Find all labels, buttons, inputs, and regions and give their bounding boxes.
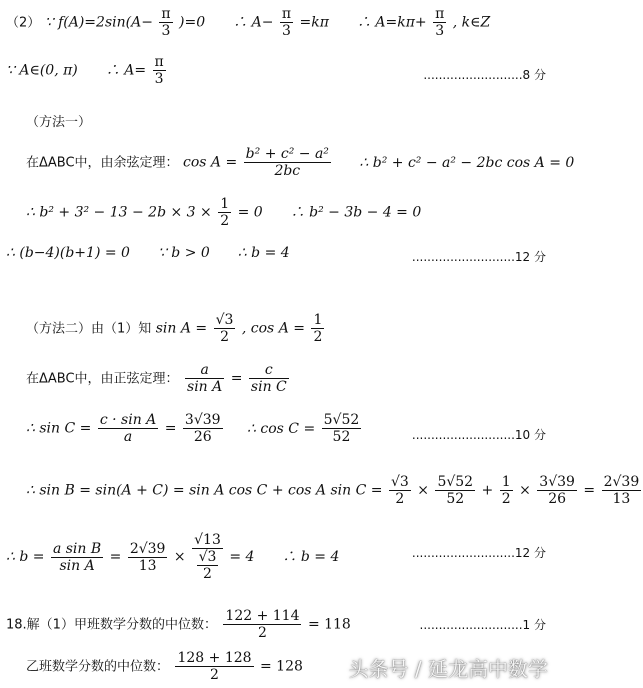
expr-label: 在ΔABC中，由余弦定理： — [26, 155, 179, 171]
fraction: $\frac{√3}{2}$ — [215, 312, 234, 346]
expr-text: sin A = — [155, 320, 208, 337]
part-label: （2） — [6, 15, 41, 31]
expr-text: =kπ ∴ A=kπ+ — [299, 14, 427, 31]
line-a-value — [6, 54, 168, 87]
times-sign: × — [173, 549, 186, 566]
expr-text: ∴ b = — [6, 549, 45, 566]
fraction: $\frac{5√52}{52}$ — [323, 412, 360, 446]
fraction: $\frac{\pi}{3}$ — [154, 54, 164, 88]
expr-text: ∵ A∈(0, π) ∴ A= — [6, 62, 147, 79]
fraction: $\frac{\text{a sin B}}{\text{sin A}}$ — [52, 540, 102, 574]
fraction: $\frac{1}{2}$ — [220, 196, 230, 230]
score-mark: ...........................1 分 — [419, 618, 546, 632]
method-one-heading: （方法一） — [26, 115, 92, 130]
fraction: $\frac{1}{2}$ — [501, 474, 511, 508]
fraction: $\frac{3√39}{26}$ — [539, 474, 575, 508]
expr-text: = 128 — [260, 658, 303, 675]
line-substitution — [26, 196, 421, 229]
line-q18-class-b — [26, 650, 303, 683]
expr-text: , cos A = — [241, 320, 305, 337]
expr-label: 18.解（1）甲班数学分数的中位数： — [6, 617, 217, 633]
fraction: $\frac{c}{\text{sin C}}$ — [250, 362, 287, 396]
times-sign: × — [417, 482, 429, 499]
equals: = — [583, 482, 596, 499]
fraction: $\frac{2√39}{13}$ — [603, 474, 640, 508]
fraction: $\frac{\pi}{3}$ — [161, 6, 171, 40]
plus-sign: + — [481, 482, 494, 499]
equals: = — [164, 420, 177, 437]
fraction: $\frac{\text{c · sin A}}{a}$ — [99, 412, 157, 446]
line-sine-law — [26, 362, 291, 395]
fraction: $\frac{2√39}{13}$ — [129, 540, 166, 574]
expr-text: ∴ sin B = sin(A + C) = sin A cos C + cos A sin C = — [26, 482, 383, 499]
fraction: $\frac{5√52}{52}$ — [437, 474, 474, 508]
line-sin-b — [26, 474, 643, 507]
fraction: $\frac{\text{b² + c² − a²}}{2bc}$ — [245, 146, 329, 180]
fraction: $\frac{\pi}{3}$ — [281, 6, 292, 40]
expr-label: 乙班数学分数的中位数： — [26, 659, 170, 675]
score-mark: ..........................8 分 — [423, 68, 546, 82]
fraction: $\frac{128 + 128}{2}$ — [177, 650, 252, 684]
score-mark: ...........................12 分 — [411, 250, 546, 264]
fraction: $\frac{3√39}{26}$ — [184, 412, 221, 446]
expr-text: ∵ f(A)=2sin(A− — [44, 14, 153, 31]
line-f-of-a — [6, 6, 490, 39]
equals: = — [109, 549, 122, 566]
line-q18-class-a — [6, 608, 351, 641]
equals: = — [230, 370, 243, 387]
expr-text: , k∈Z — [452, 14, 491, 31]
expr-text: cos A = — [183, 154, 238, 171]
expr-text: ∴ b² + 3² − 13 − 2b × 3 × — [26, 204, 212, 221]
fraction: $\frac{\pi}{3}$ — [435, 6, 445, 40]
expr-text: = 0 ∴ b² − 3b − 4 = 0 — [237, 204, 422, 221]
expr-text: ∴ b² + c² − a² − 2bc cos A = 0 — [359, 154, 575, 171]
times-sign: × — [519, 482, 531, 499]
line-cosine-law — [26, 146, 574, 179]
fraction: $\frac{122 + 114}{2}$ — [225, 608, 300, 642]
score-mark: ...........................12 分 — [411, 546, 546, 560]
expr-text: ∴ sin C = — [26, 420, 92, 437]
expr-text: )=0 ∴ A− — [179, 14, 274, 31]
line-sin-c — [26, 412, 363, 445]
fraction: $\frac{1}{2}$ — [313, 312, 323, 346]
line-b-result: ∴ (b−4)(b+1) = 0 ∵ b > 0 ∴ b = 4 — [6, 245, 290, 261]
expr-text: = 4 ∴ b = 4 — [229, 549, 340, 566]
expr-text: ∴ cos C = — [247, 420, 316, 437]
fraction: $\frac{a}{\text{sin A}}$ — [187, 362, 223, 396]
expr-text: = 118 — [307, 616, 351, 633]
watermark-text: 头条号 / 延龙高中数学 — [348, 657, 548, 681]
score-mark: ...........................10 分 — [411, 428, 546, 442]
line-b-computed — [6, 532, 339, 582]
fraction: $\frac{√3}{2}$ — [390, 474, 409, 508]
expr-label: 在ΔABC中，由正弦定理： — [26, 371, 179, 387]
line-method-two — [26, 312, 326, 345]
nested-fraction: $\frac{√13}{\frac{√3}{2}}$ — [194, 532, 221, 583]
method-two-heading: （方法二）由（1）知 — [26, 321, 152, 337]
